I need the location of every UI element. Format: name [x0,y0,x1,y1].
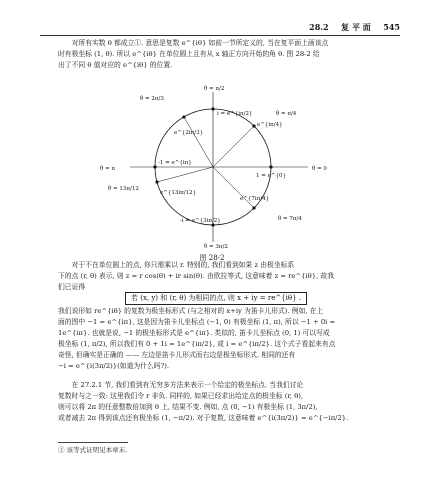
unit-circle-figure [100,82,330,252]
point-e-13pi-12 [155,180,158,183]
label-left: θ = π [100,166,116,172]
section-number: 28.2 [309,22,329,32]
polar-paragraph [58,260,404,293]
label-pt-one: 1 = e^{0} [256,173,286,179]
label-pt-i: i = e^{iπ/2} [217,111,253,117]
point-e-2pi-3 [182,115,185,118]
text-line: 奇怪, 但确实是正确的 —— 左边是笛卡儿形式而右边是极坐标形式. 相同的还有 [58,351,296,359]
boxed-theorem: 若 (x, y) 和 (r, θ) 为相同的点, 则 x + iy = re^{iθ} . [125,292,307,305]
ray-13pi-over-12 [157,167,213,182]
text-line: 则可以将 2π 的任意整数倍加到 θ 上, 结果不变. 例如, 点 (0, −1) 有极坐标 (1, 3π/2), [58,403,318,411]
label-pt-b: e^{2iπ/3} [174,130,204,136]
text-line: 出了不同 θ 值对应的 e^{iθ} 的位置. [58,61,173,69]
ray-pi-over-4 [213,126,254,167]
point-i [211,107,214,110]
polar-form-paragraph [58,306,404,372]
text-line: 我们说形如 re^{iθ} 的复数为极坐标形式 (与之相对的 x+iy 为笛卡儿形式). 例如, 在上 [58,307,324,315]
point-minus-one [153,165,156,168]
footnote: ① 该等式证明见本章末. [58,446,128,454]
text-line: 对于不在单位圆上的点, 你只需乘以 r. 特别的, 我们看到如果 z 由极坐标系 [71,261,295,269]
section-title: 复 平 面 [341,22,371,32]
point-e-7pi-4 [252,206,255,209]
text-line: −i = e^{i(3π/2)}(如道为什么吗?). [58,362,170,370]
page-number: 545 [383,22,400,32]
text-line: 或者减去 2π 得到该点还有极坐标 (1, −π/2). 对于复数, 这意味着 e^{i(3π/2)} = e^{−iπ/2}. [58,414,349,422]
text-line: 极坐标 (1, π/2), 所以我们有 0 + 1i = 1e^{iπ/2}, 或 i = e^{iπ/2}. 这个式子看起来有点 [58,340,336,348]
text-line: 时有极坐标 (1, θ). 所以 e^{iθ} 在单位圆上且有从 x 轴正方向开始的角 θ. 图 28-2 给 [58,50,320,58]
label-bottom: θ = 3π/2 [204,244,228,250]
label-pt-a: e^{iπ/4} [257,122,283,128]
text-line: 们已证得 [58,283,86,291]
label-pt-minus-i: -i = e^{3iπ/2} [180,218,221,224]
text-line: 1e^{iπ}. 也就是说, −1 的极坐标形式是 e^{iπ}. 类似的, 笛卡儿坐标点 (0, 1) 可以写成 [58,329,330,337]
label-right: θ = 0 [312,166,327,172]
label-pt-minus-one: -1 = e^{iπ} [158,160,192,166]
text-line: 复数时与之一致: 这里我们令 r 非负. 同样的, 如果已经求出给定点的极坐标 (r, θ), [58,392,304,400]
periodicity-paragraph [58,380,404,424]
label-2pi-3: θ = 2π/3 [140,96,164,102]
label-pt-c: e^{13iπ/12} [160,190,197,196]
footnote-divider [58,442,128,443]
intro-paragraph [58,38,404,71]
label-pi-4: θ = π/4 [276,111,297,117]
text-line: 对所有实数 θ 都成立①. 意思是复数 e^{iθ} 如前一节所定义的, 当在复平面上画该点 [71,39,329,47]
point-e-pi-4 [252,124,255,127]
label-top: θ = π/2 [204,86,225,92]
text-line: 面的图中 −1 = e^{iπ}, 这是因为笛卡儿坐标点 (−1, 0) 有极坐标 (1, π), 所以 −1 + 0i = [58,318,336,326]
label-13pi-12: θ = 13π/12 [108,186,139,192]
page-header [40,22,400,36]
text-line: 在 27.2.1 节, 我们看到有无穷多方法来表示一个给定的极坐标点. 当我们讨论 [71,381,304,389]
text-line: 下的点 (r, θ) 表示, 则 z = r cos(θ) + ir sin(θ). 由欧拉等式, 这意味着 z = re^{iθ}, 故我 [58,272,334,280]
point-one [269,165,272,168]
figure-caption: 图 28-2 [199,254,225,262]
label-7pi-4: θ = 7π/4 [278,216,302,222]
label-pt-d: e^{7iπ/4} [240,196,270,202]
